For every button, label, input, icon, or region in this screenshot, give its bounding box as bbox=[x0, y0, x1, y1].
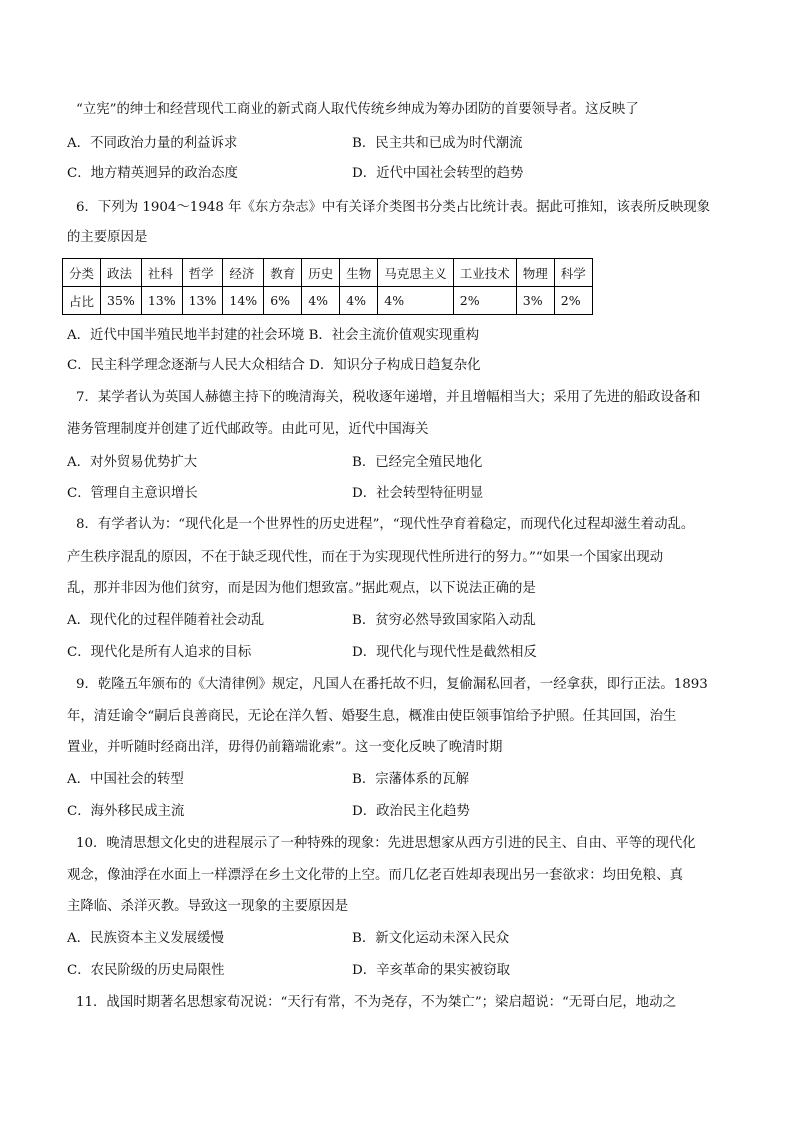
table-cell: 历史 bbox=[302, 259, 340, 287]
table-cell: 物理 bbox=[516, 259, 554, 287]
q6-stem-line-1: 6．下列为 1904～1948 年《东方杂志》中有关译介类图书分类占比统计表。据此可推知，该表所反映现象 bbox=[76, 200, 711, 215]
q9-option-c: C．海外移民成主流 bbox=[67, 804, 185, 819]
q5-option-c: C．地方精英迥异的政治态度 bbox=[67, 166, 238, 181]
q7-option-b: B．已经完全殖民地化 bbox=[352, 455, 483, 470]
q10-option-b: B．新文化运动未深入民众 bbox=[352, 931, 510, 946]
q10-option-a: A．民族资本主义发展缓慢 bbox=[67, 931, 224, 946]
q8-stem-line-2: 产生秩序混乱的原因，不在于缺乏现代性，而在于为实现现代性所进行的努力。”“如果一个国家出现动 bbox=[67, 550, 664, 565]
q10-stem-line-1: 10．晚清思想文化史的进程展示了一种特殊的现象：先进思想家从西方引进的民主、自由、平等的现代化 bbox=[76, 836, 696, 851]
q7-stem-line-1: 7．某学者认为英国人赫德主持下的晚清海关，税收逐年递增，并且增幅相当大；采用了先进的船政设备和 bbox=[76, 390, 701, 405]
table-cell: 政法 bbox=[101, 259, 142, 287]
table-row bbox=[63, 287, 593, 315]
table-cell: 经济 bbox=[223, 259, 264, 287]
q11-stem-line-1: 11．战国时期著名思想家荀况说：“天行有常，不为尧存，不为桀亡”；梁启超说：“无哥白尼，地动之 bbox=[76, 995, 676, 1010]
q7-option-a: A．对外贸易优势扩大 bbox=[67, 455, 198, 470]
q7-option-c: C．管理自主意识增长 bbox=[67, 486, 198, 501]
table-cell: 哲学 bbox=[182, 259, 223, 287]
q9-stem-line-1: 9．乾隆五年颁布的《大清律例》规定，凡国人在番托故不归，复偷漏私回者，一经拿获，即行正法。1893 bbox=[76, 677, 708, 692]
table-cell: 14% bbox=[223, 287, 264, 315]
q10-option-c: C．农民阶级的历史局限性 bbox=[67, 963, 225, 978]
q8-option-c: C．现代化是所有人追求的目标 bbox=[67, 645, 252, 660]
q6-category-table bbox=[62, 258, 593, 315]
table-cell: 13% bbox=[182, 287, 223, 315]
table-cell: 占比 bbox=[63, 287, 101, 315]
q5-stem: “立宪”的绅士和经营现代工商业的新式商人取代传统乡绅成为筹办团防的首要领导者。这反映了 bbox=[76, 102, 639, 117]
q5-option-b: B．民主共和已成为时代潮流 bbox=[352, 136, 523, 151]
q6-option-cd: C．民主科学理念逐渐与人民大众相结合 D．知识分子构成日趋复杂化 bbox=[67, 358, 481, 373]
q9-stem-line-2: 年，清廷谕令“嗣后良善商民，无论在洋久暂、婚娶生息，概准由使臣领事馆给予护照。任其回国，治生 bbox=[67, 709, 677, 724]
table-cell: 马克思主义 bbox=[378, 259, 454, 287]
q9-option-b: B．宗藩体系的瓦解 bbox=[352, 772, 469, 787]
table-cell: 3% bbox=[516, 287, 554, 315]
q10-option-d: D．辛亥革命的果实被窃取 bbox=[352, 963, 511, 978]
q8-stem-line-1: 8．有学者认为：“现代化是一个世界性的历史进程”，“现代性孕育着稳定，而现代化过程却滋生着动乱。 bbox=[76, 517, 695, 532]
table-cell: 4% bbox=[302, 287, 340, 315]
q9-stem-line-3: 置业，并听随时经商出洋，毋得仍前籍端讹索”。这一变化反映了晚清时期 bbox=[67, 740, 503, 755]
q9-option-a: A．中国社会的转型 bbox=[67, 772, 184, 787]
table-cell: 社科 bbox=[141, 259, 182, 287]
table-cell: 35% bbox=[101, 287, 142, 315]
table-cell: 2% bbox=[453, 287, 516, 315]
q9-option-d: D．政治民主化趋势 bbox=[352, 804, 470, 819]
q8-option-b: B．贫穷必然导致国家陷入动乱 bbox=[352, 613, 536, 628]
table-cell: 4% bbox=[340, 287, 378, 315]
table-cell: 分类 bbox=[63, 259, 101, 287]
table-row bbox=[63, 259, 593, 287]
table-cell: 工业技术 bbox=[453, 259, 516, 287]
table-cell: 生物 bbox=[340, 259, 378, 287]
table-cell: 教育 bbox=[264, 259, 302, 287]
q10-stem-line-2: 观念，像油浮在水面上一样漂浮在乡土文化带的上空。而几亿老百姓却表现出另一套欲求：均田免粮、真 bbox=[67, 868, 683, 883]
table-cell: 2% bbox=[554, 287, 592, 315]
q6-option-ab: A．近代中国半殖民地半封建的社会环境 B．社会主流价值观实现重构 bbox=[67, 328, 480, 343]
q8-stem-line-3: 乱，那并非因为他们贫穷，而是因为他们想致富。”据此观点，以下说法正确的是 bbox=[67, 581, 536, 596]
q8-option-d: D．现代化与现代性是截然相反 bbox=[352, 645, 537, 660]
q10-stem-line-3: 主降临、杀洋灭教。导致这一现象的主要原因是 bbox=[67, 899, 349, 914]
table-cell: 科学 bbox=[554, 259, 592, 287]
q8-option-a: A．现代化的过程伴随着社会动乱 bbox=[67, 613, 265, 628]
table-cell: 13% bbox=[141, 287, 182, 315]
q5-option-a: A．不同政治力量的利益诉求 bbox=[67, 136, 238, 151]
q7-option-d: D．社会转型特征明显 bbox=[352, 486, 484, 501]
table-cell: 6% bbox=[264, 287, 302, 315]
q5-option-d: D．近代中国社会转型的趋势 bbox=[352, 166, 524, 181]
q7-stem-line-2: 港务管理制度并创建了近代邮政等。由此可见，近代中国海关 bbox=[67, 422, 429, 437]
table-cell: 4% bbox=[378, 287, 454, 315]
q6-stem-line-2: 的主要原因是 bbox=[67, 230, 148, 245]
